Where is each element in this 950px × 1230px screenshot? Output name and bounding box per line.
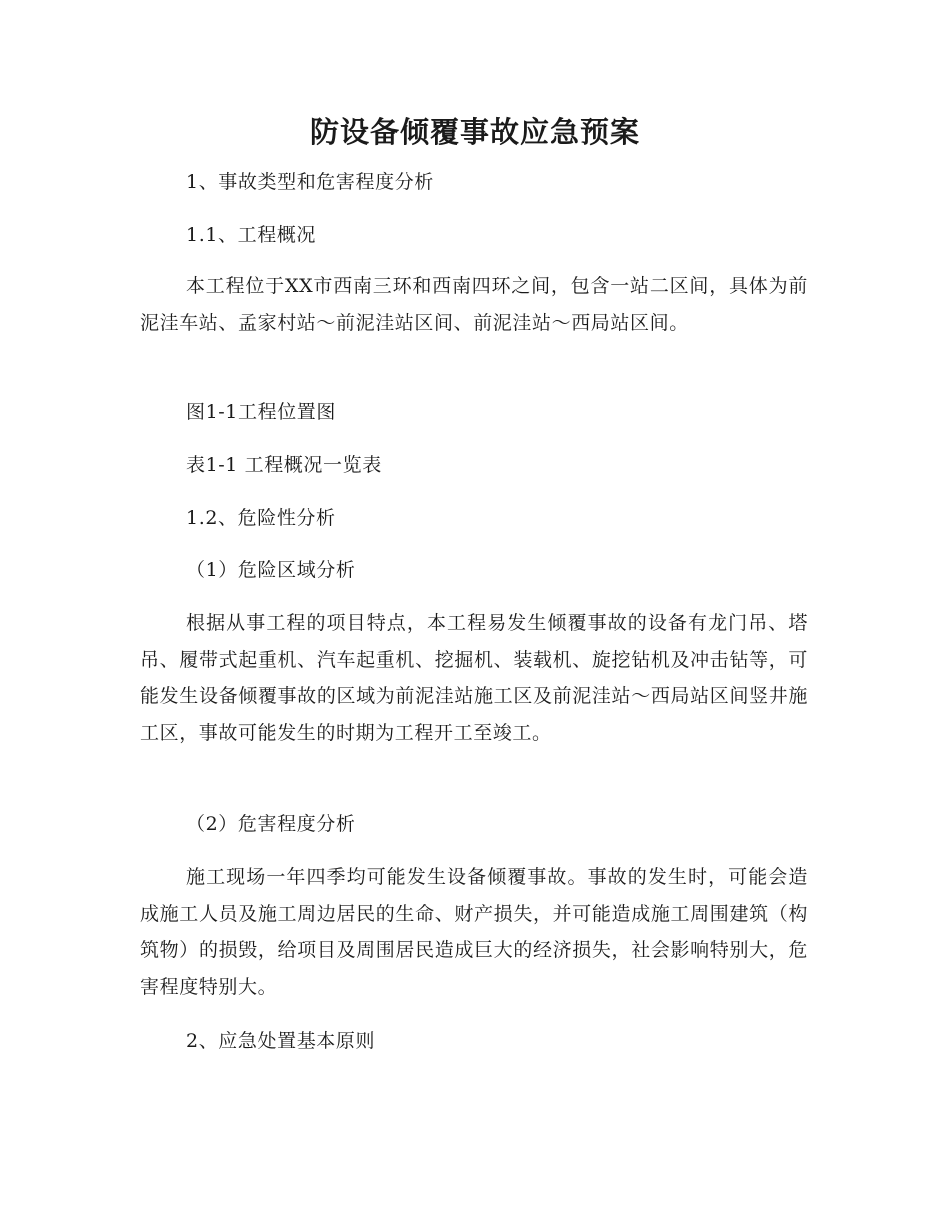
subheading-risk-area: （1）危险区域分析 bbox=[186, 559, 356, 581]
heading-section-2: 2、应急处置基本原则 bbox=[186, 1030, 376, 1052]
heading-section-1: 1、事故类型和危害程度分析 bbox=[186, 171, 434, 193]
figure-caption: 图1-1工程位置图 bbox=[186, 401, 336, 423]
paragraph-risk-area: 根据从事工程的项目特点，本工程易发生倾覆事故的设备有龙门吊、塔吊、履带式起重机、汽车起重机、挖掘机、装载机、旋挖钻机及冲击钻等，可能发生设备倾覆事故的区域为前泥洼站施工区及前泥洼站～西局站区间竖井施工区，事故可能发生的时期为工程开工至竣工。 bbox=[140, 612, 808, 744]
paragraph-hazard-degree: 施工现场一年四季均可能发生设备倾覆事故。事故的发生时，可能会造成施工人员及施工周边居民的生命、财产损失，并可能造成施工周围建筑（构筑物）的损毁，给项目及周围居民造成巨大的经济损失，社会影响特别大，危害程度特别大。 bbox=[140, 866, 808, 998]
subheading-hazard-degree: （2）危害程度分析 bbox=[186, 813, 356, 835]
heading-section-1-1: 1.1、工程概况 bbox=[186, 224, 317, 246]
table-caption: 表1-1 工程概况一览表 bbox=[186, 454, 382, 476]
document-title: 防设备倾覆事故应急预案 bbox=[309, 115, 640, 149]
heading-section-1-2: 1.2、危险性分析 bbox=[186, 507, 336, 529]
paragraph-project-overview: 本工程位于XX市西南三环和西南四环之间，包含一站二区间，具体为前泥洼车站、孟家村站～前泥洼站区间、前泥洼站～西局站区间。 bbox=[140, 275, 808, 334]
